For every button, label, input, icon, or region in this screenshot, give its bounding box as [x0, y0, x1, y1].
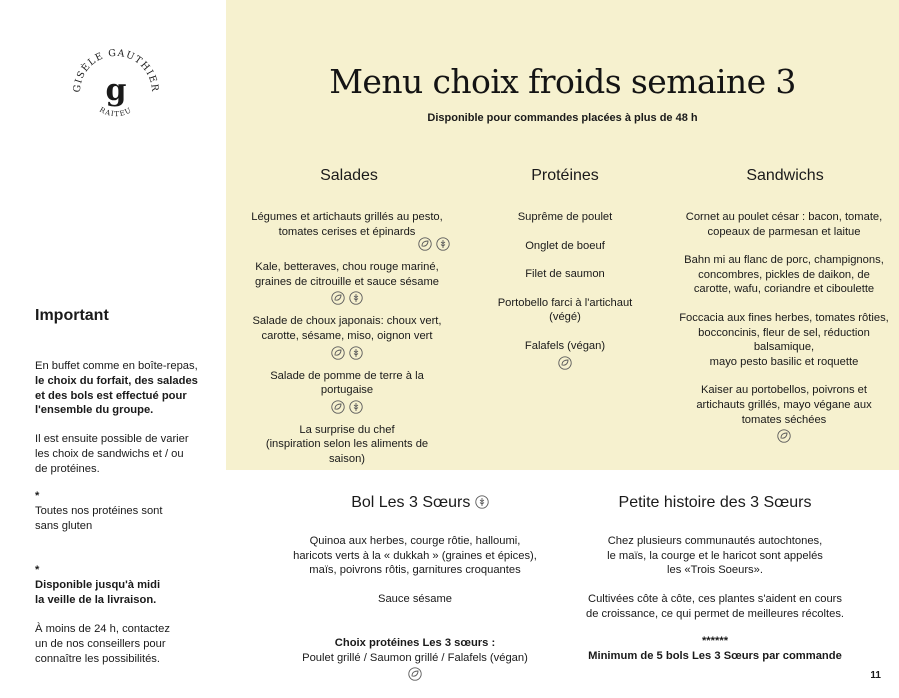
sandwich-item: Foccacia aux fines herbes, tomates rôties, bocconcinis, fleur de sel, réduction balsamique, mayo pesto basilic et roquette	[679, 311, 889, 368]
salade-item: Kale, betteraves, chou rouge mariné, graines de citrouille et sauce sésame	[236, 260, 458, 305]
bol-choix: Choix protéines Les 3 sœurs : Poulet grillé / Saumon grillé / Falafels (végan)	[270, 636, 560, 681]
gluten-free-icon	[349, 291, 363, 305]
salades-heading: Salades	[320, 167, 378, 184]
gluten-free-icon	[349, 346, 363, 360]
salade-item: Salade de pomme de terre à la portugaise	[236, 369, 458, 414]
vegetarian-leaf-icon	[331, 400, 345, 414]
histoire-text-1: Chez plusieurs communautés autochtones, le maïs, la courge et le haricot sont appelés les «Trois Soeurs».	[607, 535, 823, 577]
salade-item: Légumes et artichauts grillés au pesto, tomates cerises et épinards	[236, 210, 458, 251]
brand-logo	[68, 40, 164, 130]
gluten-free-icon	[436, 237, 450, 251]
sandwich-item: Kaiser au portobellos, poivrons et artichauts grillés, mayo végane aux tomates séchées	[668, 383, 899, 443]
vegetarian-leaf-icon	[418, 237, 432, 251]
page-number: 11	[870, 670, 881, 681]
bol-heading: Bol Les 3 Sœurs	[300, 494, 540, 512]
logo-brand-top: GISÈLE GAUTHIER	[71, 47, 161, 93]
sandwich-item: Cornet au poulet césar : bacon, tomate, copeaux de parmesan et laitue	[685, 211, 883, 238]
important-note-3: * Toutes nos protéines sont sans gluten	[35, 490, 163, 532]
sandwichs-list	[668, 210, 899, 457]
proteines-list	[480, 210, 650, 384]
salade-item: La surprise du chef (inspiration selon les aliments de saison)	[265, 423, 429, 465]
histoire-text-2: Cultivées côte à côte, ces plantes s'aident en cours de croissance, ce qui permet de meilleures récoltes.	[585, 593, 845, 620]
diet-icons	[236, 346, 458, 360]
proteine-item: Falafels (végan)	[480, 339, 650, 370]
important-note-2: Il est ensuite possible de varier les choix de sandwichs et / ou de protéines.	[35, 433, 189, 475]
diet-icons	[270, 667, 560, 681]
sandwichs-heading: Sandwichs	[746, 167, 824, 184]
important-heading: Important	[35, 307, 109, 324]
page-title: Menu choix froids semaine 3	[329, 62, 796, 101]
bol-sauce: Sauce sésame	[377, 593, 452, 605]
gluten-free-icon	[349, 400, 363, 414]
important-note-4: * Disponible jusqu'à midi la veille de la livraison.	[35, 564, 161, 606]
proteine-item: Filet de saumon	[525, 268, 605, 281]
page-subtitle: Disponible pour commandes placées à plus de 48 h	[427, 112, 698, 124]
diet-icons	[480, 356, 650, 370]
proteines-heading: Protéines	[531, 167, 599, 184]
vegetarian-leaf-icon	[331, 291, 345, 305]
diet-icons	[668, 429, 899, 443]
vegetarian-leaf-icon	[558, 356, 572, 370]
important-note-5: À moins de 24 h, contactez un de nos conseillers pour connaître les possibilités.	[35, 623, 170, 665]
salades-list	[236, 210, 458, 481]
vegetarian-leaf-icon	[331, 346, 345, 360]
sandwich-item: Bahn mi au flanc de porc, champignons, concombres, pickles de daikon, de carotte, wafu, coriandre et ciboulette	[684, 254, 884, 296]
important-note-1: En buffet comme en boîte-repas, le choix du forfait, des salades et des bols est effectué pour l'ensemble du groupe.	[35, 360, 198, 417]
bol-description: Quinoa aux herbes, courge rôtie, halloumi, haricots verts à la « dukkah » (graines et épices), maïs, poivrons rôtis, garnitures croquantes	[293, 535, 537, 577]
logo-letter: g	[105, 73, 127, 108]
logo-brand-bottom: RAITEU	[98, 105, 134, 119]
histoire-minimum: ****** Minimum de 5 bols Les 3 Sœurs par commande	[588, 635, 842, 662]
vegetarian-leaf-icon	[777, 429, 791, 443]
diet-icons	[236, 237, 458, 251]
histoire-heading: Petite histoire des 3 Sœurs	[618, 494, 812, 511]
diet-icons	[236, 400, 458, 414]
proteine-item: Onglet de boeuf	[525, 239, 605, 252]
proteine-item: Portobello farci à l'artichaut (végé)	[497, 296, 633, 324]
proteine-item: Suprême de poulet	[517, 211, 613, 223]
diet-icons	[236, 291, 458, 305]
gluten-free-icon	[475, 495, 489, 509]
vegetarian-leaf-icon	[408, 667, 422, 681]
salade-item: Salade de choux japonais: choux vert, carotte, sésame, miso, oignon vert	[236, 314, 458, 359]
